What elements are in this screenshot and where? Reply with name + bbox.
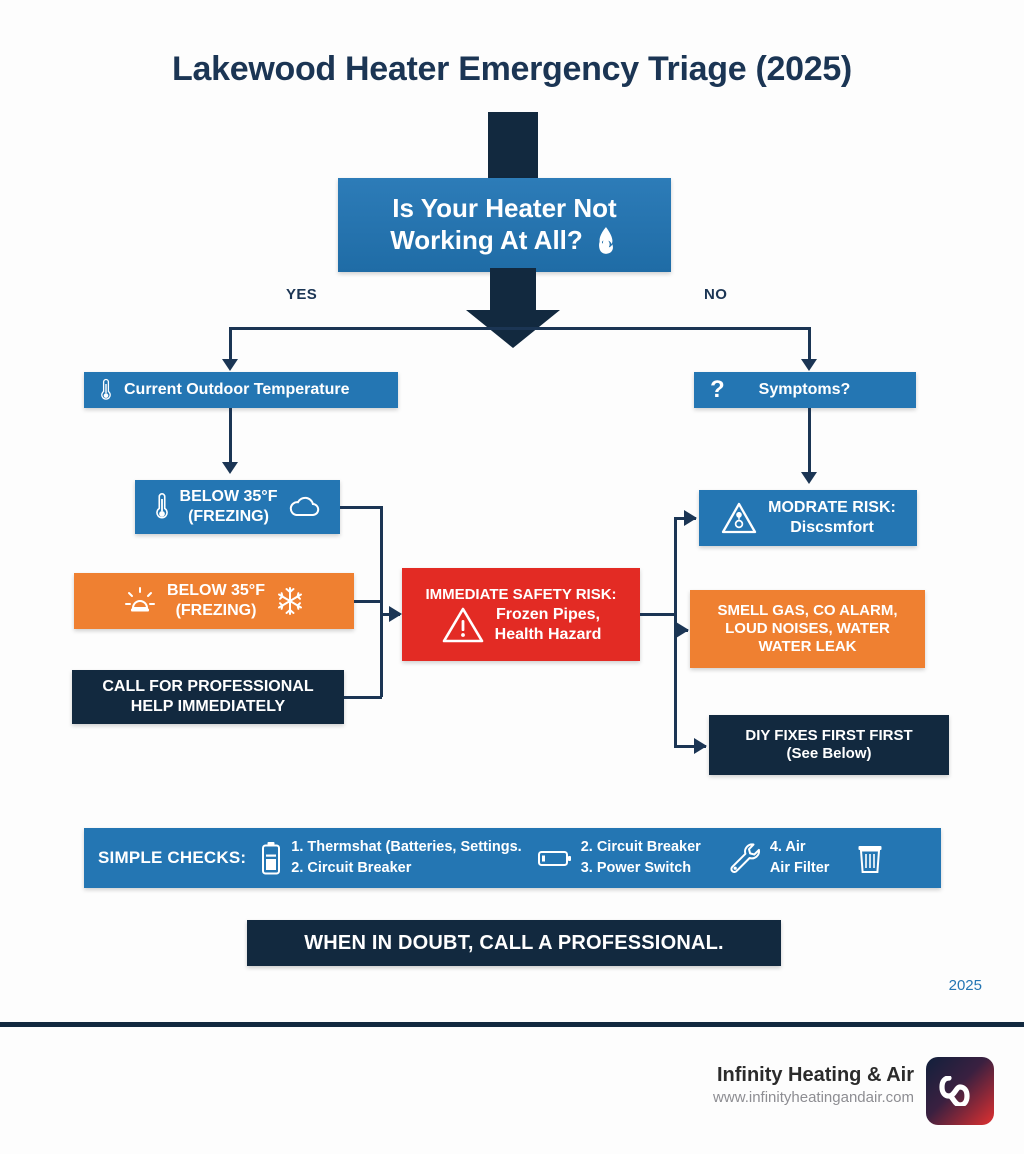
node-moderate-line2: Discsmfort	[790, 519, 874, 536]
node-below-35-blue[interactable]	[135, 480, 340, 534]
main-down-arrow-icon	[466, 268, 560, 348]
node-immediate-heading: IMMEDIATE SAFETY RISK:	[425, 586, 617, 604]
main-question-line2: Working At All?	[390, 225, 583, 255]
node-smell-line3: WATER LEAK	[758, 638, 857, 656]
merge-bus-left	[380, 506, 383, 697]
connector-symptoms-arrowhead-icon	[801, 472, 817, 484]
merge-line-from-call-pro	[344, 696, 382, 699]
branch-left-arrowhead-icon	[222, 359, 238, 371]
footer-divider	[0, 1022, 1024, 1027]
node-outdoor-label: Current Outdoor Temperature	[124, 381, 350, 399]
simple-checks-g1-line2: 2. Circuit Breaker	[291, 860, 412, 876]
node-diy-line2: (See Below)	[786, 745, 872, 762]
fanout-arrowhead-moderate-icon	[684, 510, 697, 526]
simple-checks-bar	[84, 828, 941, 888]
connector-outdoor-to-below	[229, 408, 232, 464]
siren-icon	[123, 586, 157, 616]
main-question-box[interactable]	[338, 178, 671, 272]
trash-icon	[857, 842, 883, 874]
simple-checks-title: SIMPLE CHECKS:	[98, 848, 247, 867]
battery-low-icon	[538, 848, 572, 868]
node-below-orange-line2: (FREZING)	[175, 602, 257, 619]
warning-triangle-icon	[441, 605, 485, 645]
branch-label-no: NO	[704, 286, 728, 303]
node-immediate-safety-risk[interactable]	[402, 568, 640, 661]
main-question-line1: Is Your Heater Not	[392, 193, 617, 224]
node-smell-line2: LOUD NOISES, WATER	[725, 619, 890, 637]
fanout-stem	[640, 613, 677, 616]
node-call-pro-line2: HELP IMMEDIATELY	[130, 698, 286, 715]
simple-checks-g1-line1: 1. Thermshat (Batteries, Settings.	[291, 838, 522, 855]
infinity-icon	[937, 1076, 983, 1106]
branch-right-drop	[808, 327, 811, 361]
node-immediate-line2: Health Hazard	[494, 625, 602, 643]
page-title: Lakewood Heater Emergency Triage (2025)	[172, 50, 852, 88]
merge-line-from-below-orange	[354, 600, 382, 603]
thermometer-icon	[98, 378, 114, 402]
question-mark-icon: ?	[710, 376, 725, 403]
fanout-arrowhead-diy-icon	[694, 738, 707, 754]
branch-label-yes: YES	[286, 286, 318, 303]
simple-checks-g3-line1: 4. Air	[769, 838, 806, 855]
cloud-icon	[287, 495, 321, 519]
node-below-blue-line2: (FREZING)	[188, 508, 269, 525]
wrench-icon	[727, 841, 761, 875]
node-smell-line1: SMELL GAS, CO ALARM,	[717, 601, 898, 619]
node-immediate-line1: Frozen Pipes,	[495, 606, 600, 624]
node-smell-gas-symptoms[interactable]	[690, 590, 925, 668]
node-moderate-risk[interactable]	[699, 490, 917, 546]
node-symptoms[interactable]	[694, 372, 916, 408]
brand-website: www.infinityheatingandair.com	[713, 1089, 914, 1106]
node-symptoms-label: Symptoms?	[758, 381, 851, 399]
snowflake-icon	[275, 586, 305, 616]
merge-line-from-below-blue	[340, 506, 382, 509]
flame-icon	[593, 226, 619, 256]
simple-checks-group-4	[857, 842, 883, 874]
node-diy-line1: DIY FIXES FIRST FIRST	[745, 726, 913, 744]
simple-checks-g3-line2: Air Filter	[769, 860, 830, 876]
thermometer-icon	[154, 492, 170, 522]
year-mark: 2025	[948, 977, 982, 994]
connector-outdoor-arrowhead-icon	[222, 462, 238, 474]
simple-checks-group-1	[260, 837, 521, 879]
node-moderate-line1: MODRATE RISK:	[768, 499, 896, 517]
battery-full-icon	[260, 841, 282, 875]
brand-name: Infinity Heating & Air	[716, 1064, 914, 1086]
top-stem-connector	[488, 112, 538, 182]
node-below-orange-line1: BELOW 35°F	[167, 582, 265, 600]
node-call-pro-line1: CALL FOR PROFESSIONAL	[102, 678, 314, 696]
simple-checks-g2-line1: 2. Circuit Breaker	[580, 838, 701, 855]
branch-left-drop	[229, 327, 232, 361]
merge-arrowhead-icon	[389, 606, 402, 622]
simple-checks-group-2	[538, 837, 701, 879]
simple-checks-group-3	[727, 837, 830, 879]
warning-triangle-icon	[720, 501, 758, 535]
branch-right-arrowhead-icon	[801, 359, 817, 371]
brand-logo	[926, 1057, 994, 1125]
node-below-blue-line1: BELOW 35°F	[179, 488, 278, 506]
branch-bus-line	[230, 327, 810, 330]
node-below-35-orange[interactable]	[74, 573, 354, 629]
node-diy-fixes[interactable]	[709, 715, 949, 775]
connector-symptoms-to-moderate	[808, 408, 811, 474]
footer-brand	[713, 1063, 914, 1108]
node-current-outdoor-temperature[interactable]	[84, 372, 398, 408]
fanout-arrowhead-smell-icon	[676, 622, 689, 638]
when-in-doubt-banner: WHEN IN DOUBT, CALL A PROFESSIONAL.	[247, 920, 781, 966]
simple-checks-g2-line2: 3. Power Switch	[580, 860, 692, 876]
node-call-professional[interactable]	[72, 670, 344, 724]
